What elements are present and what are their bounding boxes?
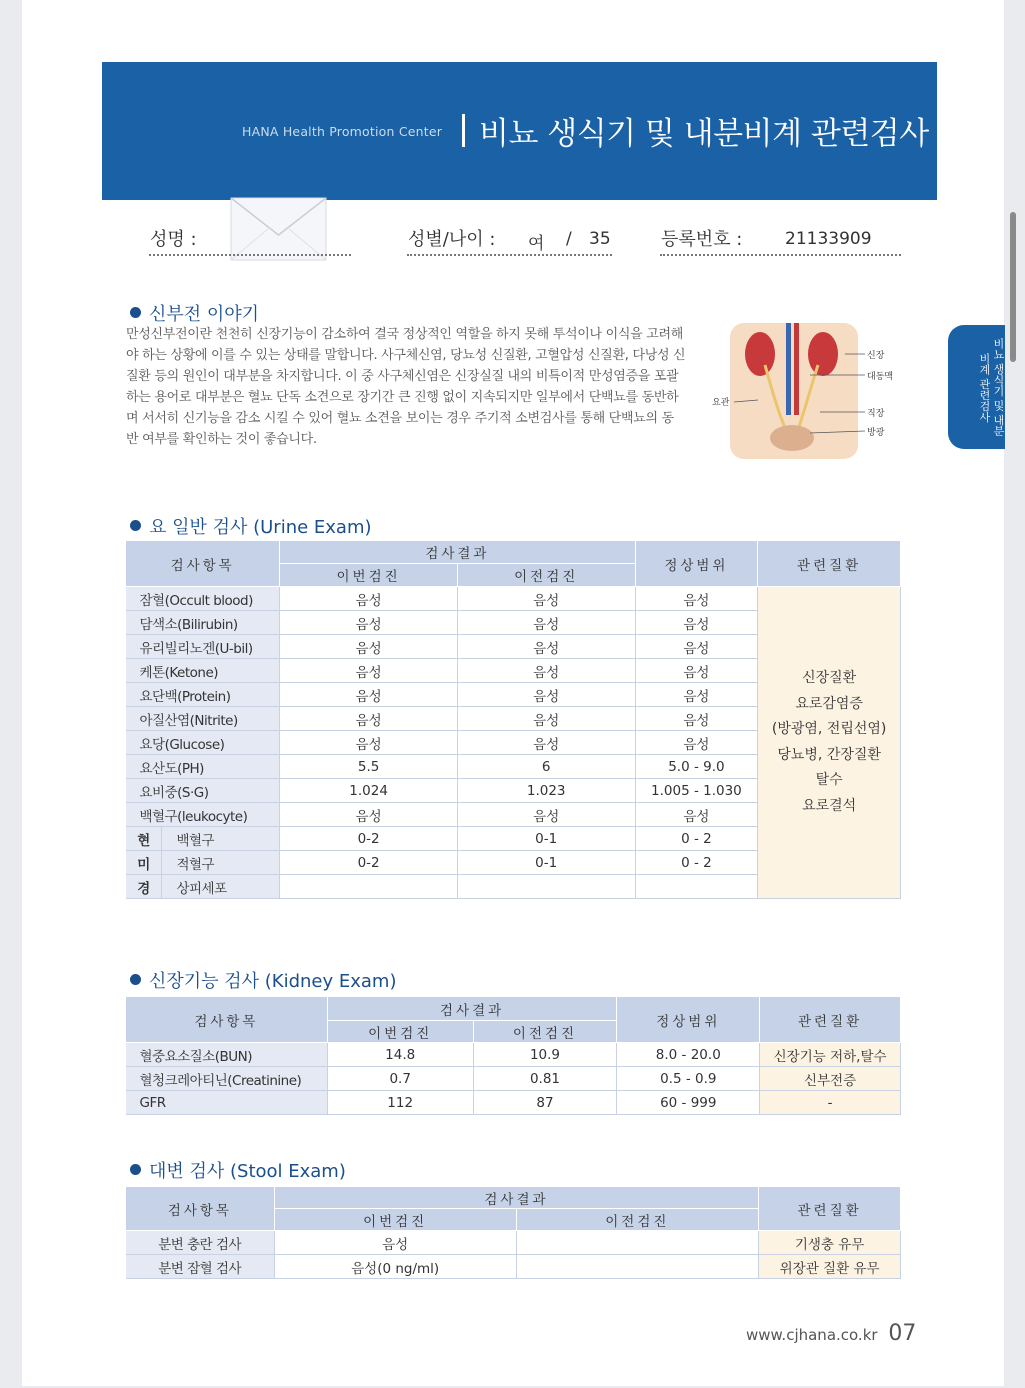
table-row: GFR 112 87 60 - 999 - (126, 1091, 901, 1115)
table-row: 요비중(S·G) 1.024 1.023 1.005 - 1.030 (126, 779, 901, 803)
col-header-normal: 정상범위 (635, 541, 758, 587)
scrollbar[interactable] (1010, 212, 1016, 362)
col-header-item: 검사항목 (126, 997, 328, 1043)
table-row: 담색소(Bilirubin) 음성 음성 음성 (126, 611, 901, 635)
table-row: 요단백(Protein) 음성 음성 음성 (126, 683, 901, 707)
kidney-exam-heading: 신장기능 검사 (Kidney Exam) (130, 967, 397, 993)
envelope-icon (230, 197, 327, 261)
col-header-disease: 관련질환 (760, 997, 901, 1043)
table-row: 혈중요소질소(BUN) 14.8 10.9 8.0 - 20.0 신장기능 저하,탈수 (126, 1043, 901, 1067)
table-row: 요당(Glucose) 음성 음성 음성 (126, 731, 901, 755)
micro-label-char: 미 (126, 851, 162, 875)
stool-exam-table (125, 1186, 901, 1279)
reg-number: 21133909 (785, 229, 872, 249)
name-underline (149, 254, 351, 256)
col-header-item: 검사항목 (126, 1187, 275, 1231)
footer-url[interactable]: www.cjhana.co.kr (746, 1326, 878, 1344)
table-row: 혈청크레아티닌(Creatinine) 0.7 0.81 0.5 - 0.9 신부전증 (126, 1067, 901, 1091)
col-header-result: 검사결과 (274, 1187, 758, 1209)
table-row: 현 백혈구 0-2 0-1 0 - 2 (126, 827, 901, 851)
col-header-result: 검사결과 (280, 541, 635, 564)
table-row: 경 상피세포 (126, 875, 901, 899)
col-header-result: 검사결과 (327, 997, 617, 1021)
micro-label-char: 경 (126, 875, 162, 899)
table-row: 분변 충란 검사 음성 기생충 유무 (126, 1231, 901, 1255)
bullet-icon (130, 1164, 141, 1175)
table-row: 분변 잠혈 검사 음성(0 ng/ml) 위장관 질환 유무 (126, 1255, 901, 1279)
table-row: 요산도(PH) 5.5 6 5.0 - 9.0 (126, 755, 901, 779)
figure-label-rectum: 직장 (867, 409, 885, 419)
section-side-tab[interactable] (948, 325, 1005, 449)
urine-exam-heading: 요 일반 검사 (Urine Exam) (130, 513, 372, 539)
micro-label-char: 현 (126, 827, 162, 851)
bullet-icon (130, 520, 141, 531)
stool-exam-heading: 대변 검사 (Stool Exam) (130, 1157, 346, 1183)
name-label: 성명 : (150, 229, 197, 250)
bullet-icon (130, 307, 141, 318)
col-header-current: 이번검진 (327, 1021, 473, 1043)
col-header-previous: 이전검진 (457, 564, 635, 587)
related-diseases-cell: 신장질환 요로감염증 (방광염, 전립선염) 당뇨병, 간장질환 탈수 요로결석 (758, 587, 901, 899)
figure-label-kidney: 신장 (867, 351, 885, 361)
gender-age-underline (407, 254, 612, 256)
gender-age-label: 성별/나이 : (408, 229, 496, 250)
figure-label-ureter: 요관 (712, 398, 730, 408)
col-header-previous: 이전검진 (473, 1021, 617, 1043)
kidney-anatomy-illustration (710, 320, 900, 462)
header-banner (102, 62, 937, 200)
gender-value: 여 (528, 234, 545, 254)
page-title: 비뇨 생식기 및 내분비계 관련검사 (479, 116, 929, 152)
urine-exam-table (125, 540, 901, 899)
page-footer (746, 1321, 916, 1346)
col-header-previous: 이전검진 (516, 1209, 759, 1231)
header-divider (462, 114, 465, 147)
table-row: 유리빌리노겐(U-bil) 음성 음성 음성 (126, 635, 901, 659)
col-header-disease: 관련질환 (759, 1187, 901, 1231)
page-number: 07 (888, 1321, 917, 1346)
kidney-exam-table (125, 996, 901, 1115)
table-row: 케톤(Ketone) 음성 음성 음성 (126, 659, 901, 683)
side-tab-label: 비뇨 생식기 및 내분비계 관련검사 (978, 338, 1005, 437)
col-header-current: 이번검진 (274, 1209, 516, 1231)
header-subtitle: HANA Health Promotion Center (242, 124, 443, 139)
reg-label: 등록번호 : (661, 229, 743, 250)
table-row: 백혈구(leukocyte) 음성 음성 음성 (126, 803, 901, 827)
table-row: 미 적혈구 0-2 0-1 0 - 2 (126, 851, 901, 875)
col-header-normal: 정상범위 (617, 997, 760, 1043)
figure-label-bladder: 방광 (867, 428, 885, 438)
col-header-item: 검사항목 (126, 541, 280, 587)
intro-heading: 신부전 이야기 (130, 300, 259, 326)
bullet-icon (130, 974, 141, 985)
intro-paragraph: 만성신부전이란 천천히 신장기능이 감소하여 결국 정상적인 역할을 하지 못해 투석이나 이식을 고려해야 하는 상황에 이를 수 있는 상태를 말합니다. 사구체신염, 당뇨성 신질환, 고혈압성 신질환, 다낭성 신질환 등의 원인이 대부분을 차지합니다. 이 중 사구체신염은 신장실질 내의 비특이적 만성염증을 포괄하는 용어로 대부분은 혈뇨 단독 소견으로 장기간 큰 진행 없이 지속되지만 일부에서 단백뇨를 동반하며 서서히 신기능을 감소 시킬 수 있어 혈뇨 소견을 보이는 경우 주기적 소변검사를 통해 단백뇨의 동반 여부를 확인하는 것이 좋습니다. (126, 327, 686, 447)
reg-underline (660, 254, 901, 256)
figure-label-aorta: 대동맥 (867, 372, 894, 382)
col-header-disease: 관련질환 (758, 541, 901, 587)
table-row: 잠혈(Occult blood) 음성 음성 음성 신장질환 요로감염증 (방광염, 전립선염) 당뇨병, 간장질환 탈수 요로결석 (126, 587, 901, 611)
gender-age-separator: / (566, 229, 572, 249)
age-value: 35 (589, 229, 611, 249)
table-row: 아질산염(Nitrite) 음성 음성 음성 (126, 707, 901, 731)
col-header-current: 이번검진 (280, 564, 458, 587)
